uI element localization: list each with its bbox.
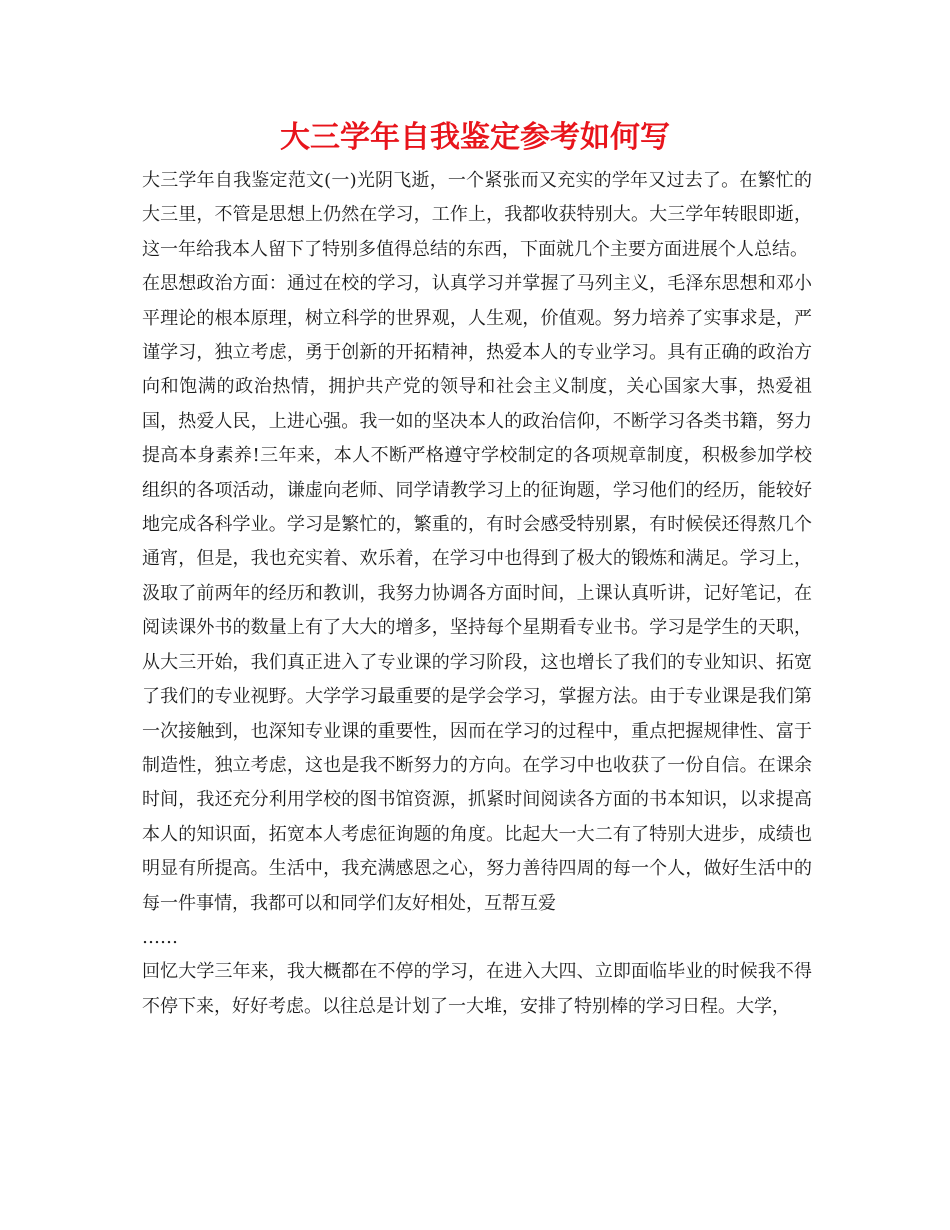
paragraph-reflection: 回忆大学三年来，我大概都在不停的学习，在进入大四、立即面临毕业的时候我不得不停下来，好好考虑。以往总是计划了一大堆，安排了特别棒的学习日程。大学，	[142, 961, 812, 1017]
document-body	[142, 164, 812, 1024]
paragraph-intro: 大三学年自我鉴定范文(一)光阴飞逝，一个紧张而又充实的学年又过去了。在繁忙的大三里，不管是思想上仍然在学习，工作上，我都收获特别大。大三学年转眼即逝，这一年给我本人留下了特别多值得总结的东西，下面就几个主要方面进展个人总结。	[142, 170, 812, 260]
paragraph-politics-study: 在思想政治方面：通过在校的学习，认真学习并掌握了马列主义，毛泽东思想和邓小平理论的根本原理，树立科学的世界观，人生观，价值观。努力培养了实事求是，严谨学习，独立考虑，勇于创新的开拓精神，热爱本人的专业学习。具有正确的政治方向和饱满的政治热情，拥护共产党的领导和社会主义制度，关心国家大事，热爱祖国，热爱人民，上进心强。我一如的坚决本人的政治信仰，不断学习各类书籍，努力提高本身素养!三年来，本人不断严格遵守学校制定的各项规章制度，积极参加学校组织的各项活动，谦虚向老师、同学请教学习上的征询题，学习他们的经历，能较好地完成各科学业。学习是繁忙的，繁重的，有时会感受特别累，有时候侯还得熬几个通宵，但是，我也充实着、欢乐着，在学习中也得到了极大的锻炼和满足。学习上，汲取了前两年的经历和教训，我努力协调各方面时间，上课认真听讲，记好笔记，在阅读课外书的数量上有了大大的增多，坚持每个星期看专业书。学习是学生的天职，从大三开始，我们真正进入了专业课的学习阶段，这也增长了我们的专业知识、拓宽了我们的专业视野。大学学习最重要的是学会学习，掌握方法。由于专业课是我们第一次接触到，也深知专业课的重要性，因而在学习的过程中，重点把握规律性、富于制造性，独立考虑，这也是我不断努力的方向。在学习中也收获了一份自信。在课余时间，我还充分利用学校的图书馆资源，抓紧时间阅读各方面的书本知识，以求提高本人的知识面，拓宽本人考虑征询题的角度。比起大一大二有了特别大进步，成绩也明显有所提高。生活中，我充满感恩之心，努力善待四周的每一个人，做好生活中的每一件事情，我都可以和同学们友好相处，互帮互爱	[142, 273, 812, 914]
document-title: 大三学年自我鉴定参考如何写	[280, 120, 670, 155]
paragraph-ellipsis: ……	[142, 926, 178, 948]
